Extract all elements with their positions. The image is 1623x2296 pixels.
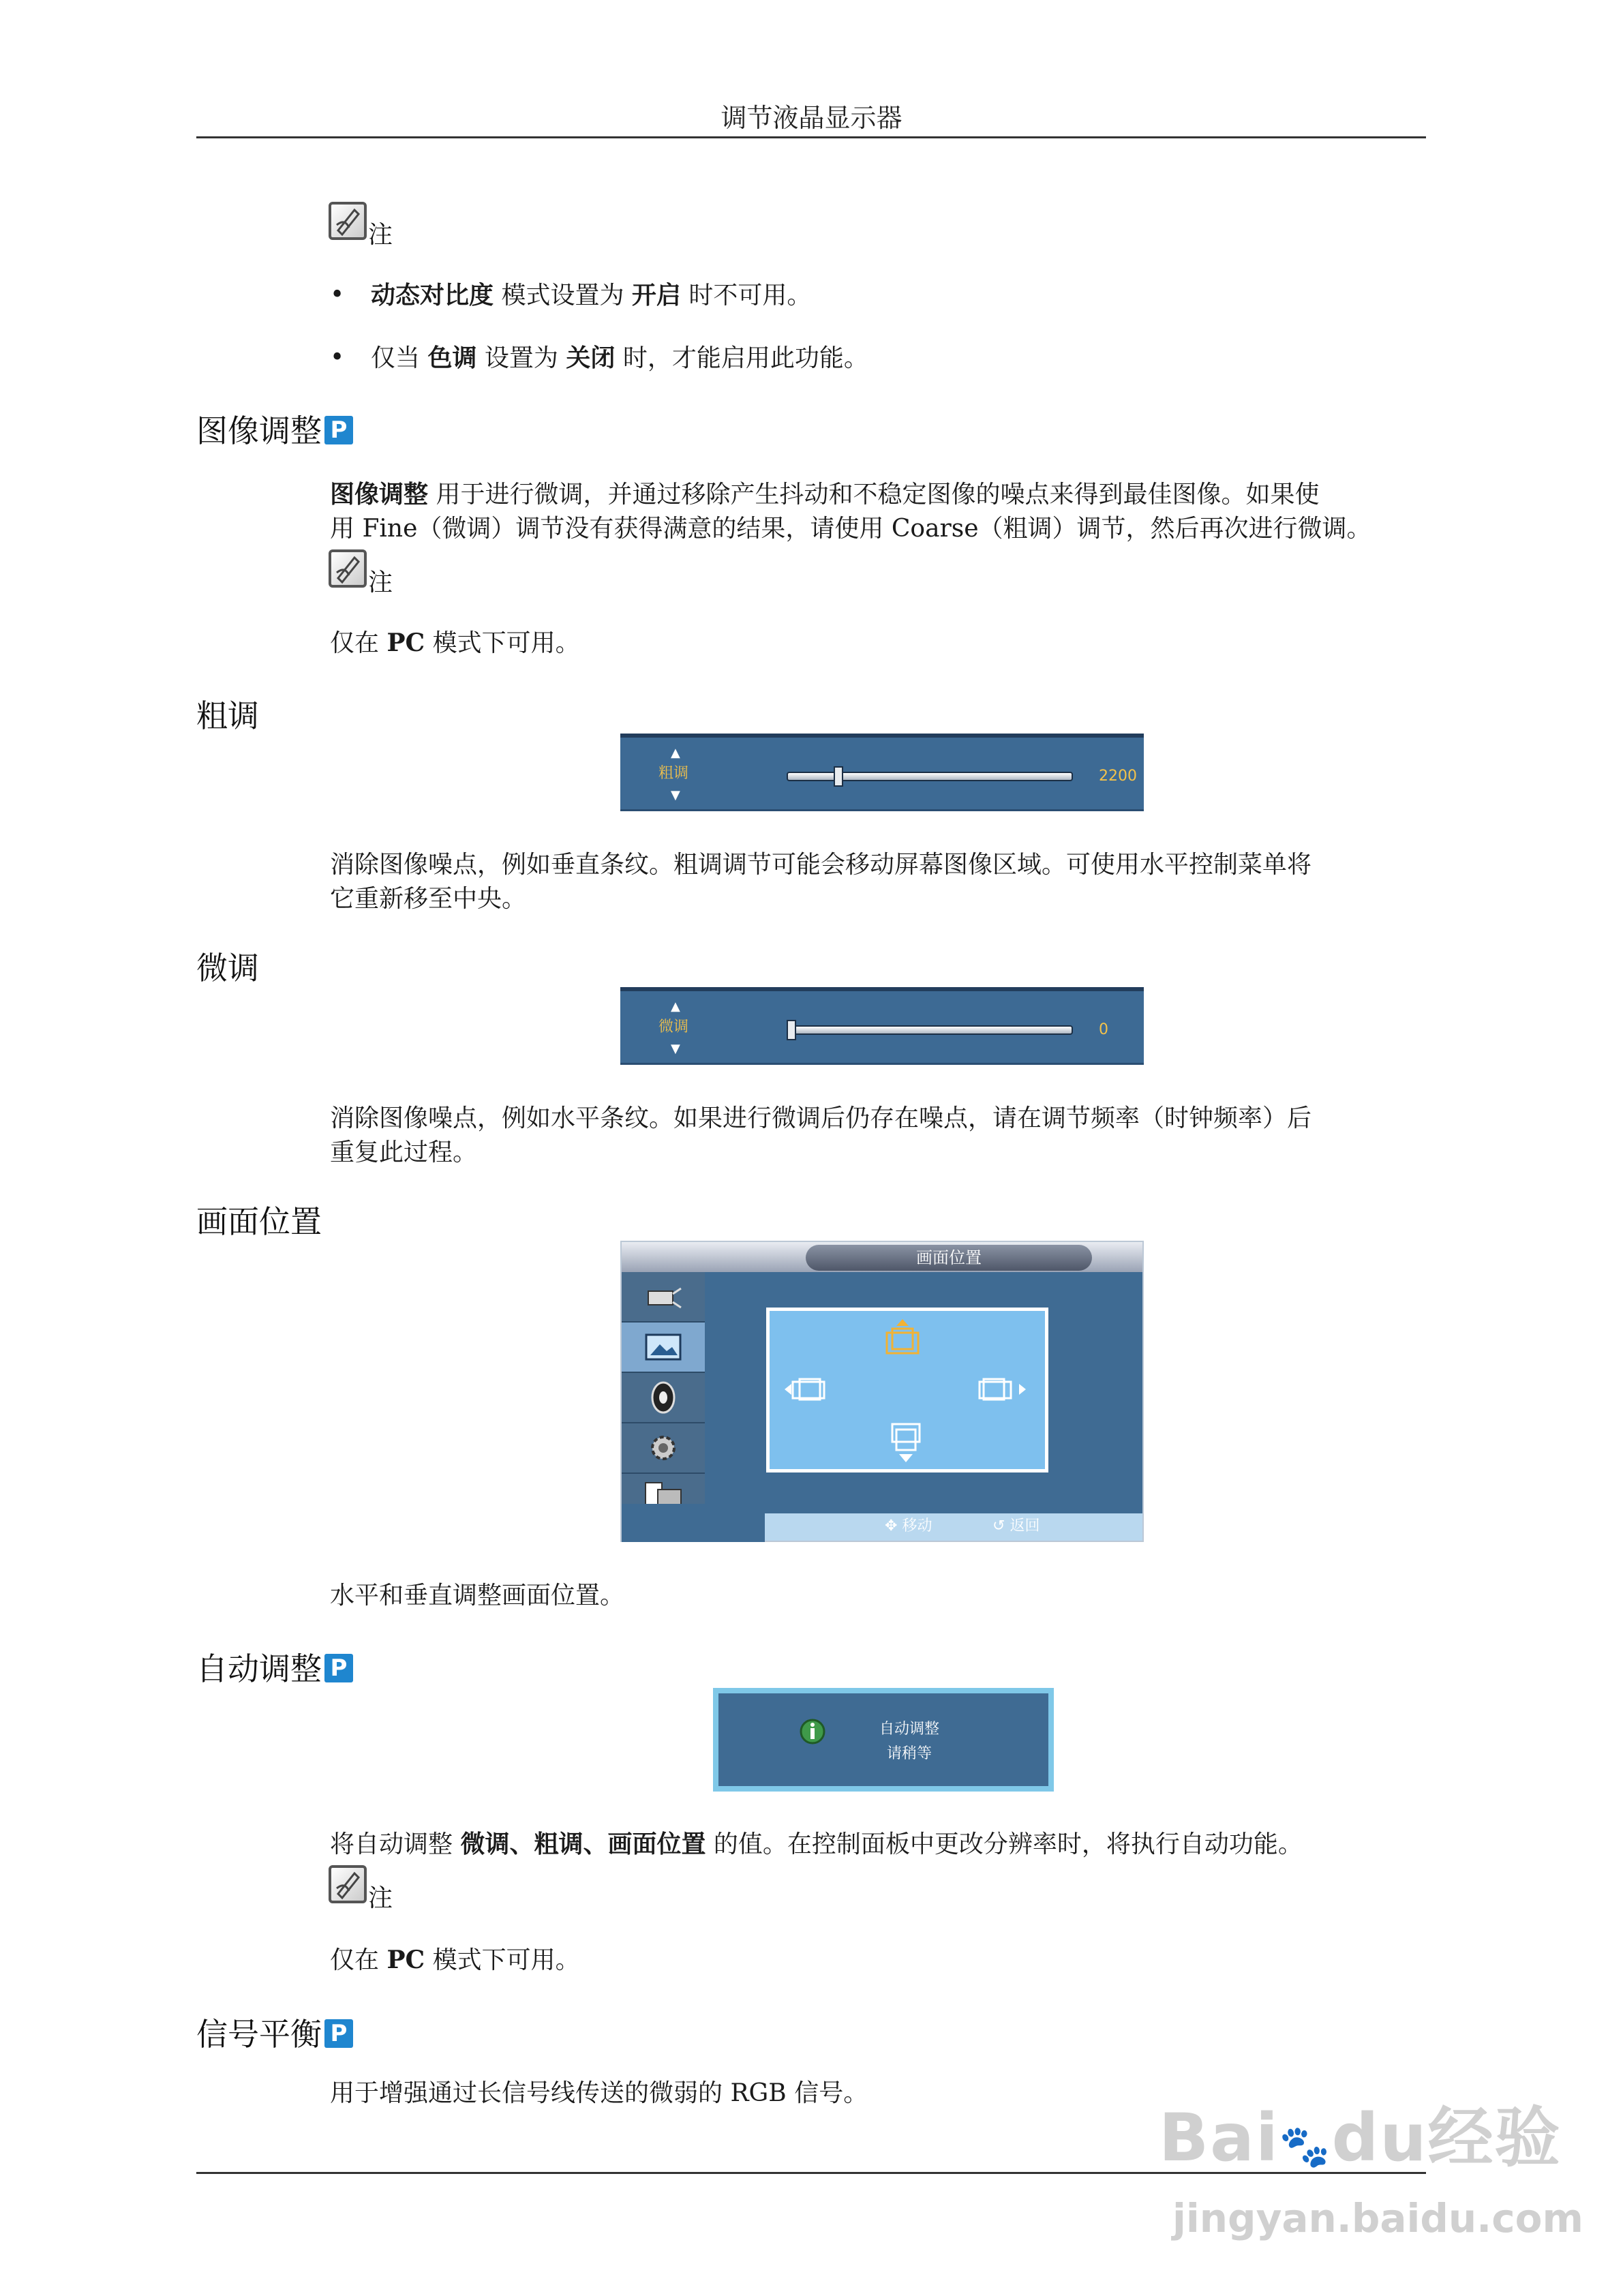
bullet-item <box>371 278 811 313</box>
page-header-title: 调节液晶显示器 <box>721 103 902 133</box>
dialog-status: 请稍等 <box>886 1745 932 1762</box>
section-heading-position: 画面位置 <box>196 1203 322 1240</box>
sidebar-item-picture[interactable] <box>622 1323 705 1373</box>
para-line: 重复此过程。 <box>330 1138 478 1166</box>
move-down-icon[interactable] <box>885 1421 926 1466</box>
section-heading-signal-balance: 信号平衡 P <box>196 2010 353 2055</box>
bullet-marker: • <box>330 281 345 309</box>
pc-only-note: 仅在 PC 模式下可用。 <box>330 1946 580 1974</box>
fine-paragraph <box>330 1102 1427 1170</box>
fine-slider-thumb[interactable] <box>787 1020 796 1040</box>
baidu-watermark-logo: Bai🐾du经验 <box>1159 2100 1562 2176</box>
fine-slider-track[interactable] <box>787 1025 1073 1035</box>
para-line: 用 Fine（微调）调节没有获得满意的结果，请使用 Coarse（粗调）调节，然后再次进行微调。 <box>330 515 1371 543</box>
bullet-bold: 色调 <box>427 344 477 372</box>
note-icon <box>329 202 367 240</box>
section-heading-coarse: 粗调 <box>196 697 259 734</box>
bullet-bold: 关闭 <box>566 344 616 372</box>
move-right-icon[interactable] <box>974 1372 1029 1406</box>
coarse-slider-track[interactable] <box>787 772 1073 781</box>
paw-icon: 🐾 <box>1279 2123 1332 2171</box>
section-heading-fine: 微调 <box>196 950 259 986</box>
pc-only-note: 仅在 PC 模式下可用。 <box>330 629 580 657</box>
section-heading-image-adjust: 图像调整 P <box>196 406 353 451</box>
pc-mode-badge: P <box>324 1654 353 1682</box>
input-source-icon <box>644 1282 682 1312</box>
bullet-text: 模式设置为 <box>494 282 632 309</box>
note-icon <box>329 1865 367 1903</box>
footer-notch <box>622 1504 765 1542</box>
bullet-item <box>371 341 868 376</box>
position-preview-screen <box>766 1308 1048 1472</box>
down-arrow-icon: ▼ <box>671 1042 680 1056</box>
note-label: 注 <box>368 221 393 249</box>
para-line: 用于进行微调，并通过移除产生抖动和不稳定图像的噪点来得到最佳图像。如果使 <box>428 481 1320 509</box>
note-label: 注 <box>368 1884 393 1912</box>
pc-mode-badge: P <box>324 416 353 444</box>
coarse-osd <box>620 734 1144 811</box>
bullet-text: 时不可用。 <box>680 282 812 309</box>
header-rule <box>196 136 1426 138</box>
menu-title: 画面位置 <box>806 1245 1092 1271</box>
para-line: 它重新移至中央。 <box>330 885 527 913</box>
note-icon <box>329 549 367 588</box>
position-osd-menu <box>620 1241 1144 1542</box>
bullet-bold: 动态对比度 <box>371 281 494 309</box>
position-paragraph: 水平和垂直调整画面位置。 <box>330 1582 625 1610</box>
gear-icon <box>646 1430 681 1466</box>
section-heading-auto-adjust: 自动调整 P <box>196 1644 353 1689</box>
bullet-bold: 开启 <box>631 281 681 309</box>
picture-icon <box>643 1332 683 1362</box>
return-icon: ↺ <box>992 1517 1010 1535</box>
coarse-paragraph <box>330 848 1427 916</box>
baidu-watermark-url: jingyan.baidu.com <box>1172 2195 1583 2241</box>
signal-balance-paragraph: 用于增强通过长信号线传送的微弱的 RGB 信号。 <box>330 2079 868 2107</box>
bullet-marker: • <box>330 344 345 372</box>
up-arrow-icon: ▲ <box>671 746 680 760</box>
image-adjust-paragraph <box>330 477 1427 546</box>
info-icon <box>799 1718 826 1745</box>
lead-bold: 图像调整 <box>330 480 429 509</box>
bullet-text: 仅当 <box>371 344 428 372</box>
dialog-title: 自动调整 <box>879 1721 939 1738</box>
coarse-osd-label: 粗调 <box>658 765 689 782</box>
auto-adjust-dialog <box>713 1688 1054 1792</box>
down-arrow-icon: ▼ <box>671 788 680 802</box>
fine-osd <box>620 987 1144 1065</box>
para-line: 消除图像噪点，例如垂直条纹。粗调调节可能会移动屏幕图像区域。可使用水平控制菜单将 <box>330 851 1312 879</box>
move-arrows-icon: ✥ <box>885 1517 902 1535</box>
coarse-osd-value: 2200 <box>1099 768 1137 785</box>
speaker-icon <box>648 1380 678 1415</box>
move-up-icon[interactable] <box>879 1318 926 1361</box>
pc-mode-badge: P <box>324 2019 353 2048</box>
fine-osd-label: 微调 <box>658 1018 689 1036</box>
coarse-slider-thumb[interactable] <box>834 766 843 787</box>
move-left-icon[interactable] <box>783 1372 838 1406</box>
footer-move-hint: ✥ 移动 <box>885 1517 932 1535</box>
bullet-text: 时，才能启用此功能。 <box>615 344 868 372</box>
up-arrow-icon: ▲ <box>671 999 680 1014</box>
fine-osd-value: 0 <box>1099 1021 1108 1038</box>
bullet-text: 设置为 <box>476 344 566 372</box>
sidebar-item-input[interactable] <box>622 1272 705 1323</box>
auto-adjust-paragraph: 将自动调整 微调、粗调、画面位置 的值。在控制面板中更改分辨率时，将执行自动功能。 <box>330 1830 1303 1858</box>
sidebar-item-sound[interactable] <box>622 1373 705 1423</box>
sidebar-item-setup[interactable] <box>622 1423 705 1474</box>
footer-return-hint: ↺ 返回 <box>992 1517 1040 1535</box>
para-line: 消除图像噪点，例如水平条纹。如果进行微调后仍存在噪点，请在调节频率（时钟频率）后 <box>330 1104 1312 1132</box>
note-label: 注 <box>368 569 393 596</box>
